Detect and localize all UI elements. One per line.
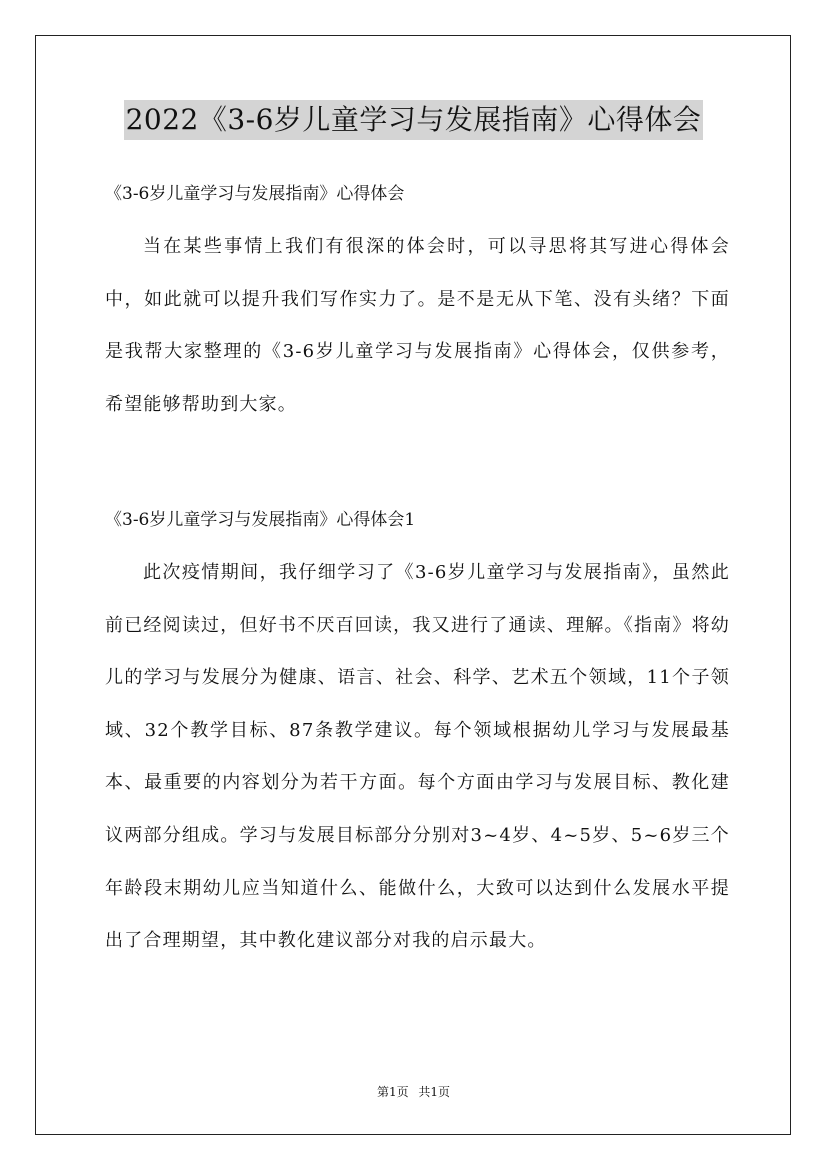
document-subtitle: 《3-6岁儿童学习与发展指南》心得体会 [105,184,405,204]
section-heading: 《3-6岁儿童学习与发展指南》心得体会1 [105,510,416,530]
title-wrapper [0,100,827,140]
page-number: 第1页 [376,1085,409,1099]
page-footer [0,1084,827,1100]
total-pages: 共1页 [418,1085,451,1099]
document-title: 2022《3-6岁儿童学习与发展指南》心得体会 [124,100,704,140]
intro-paragraph: 当在某些事情上我们有很深的体会时，可以寻思将其写进心得体会中，如此就可以提升我们写作实力了。是不是无从下笔、没有头绪？下面是我帮大家整理的《3-6岁儿童学习与发展指南》心得体会，仅供参考，希望能够帮助到大家。 [105,236,730,415]
section-paragraph: 此次疫情期间，我仔细学习了《3-6岁儿童学习与发展指南》，虽然此前已经阅读过，但好书不厌百回读，我又进行了通读、理解。《指南》将幼儿的学习与发展分为健康、语言、社会、科学、艺术五个领域，11个子领域、32个教学目标、87条教学建议。每个领域根据幼儿学习与发展最基本、最重要的内容划分为若干方面。每个方面由学习与发展目标、教化建议两部分组成。学习与发展目标部分分别对3~4岁、4~5岁、5~6岁三个年龄段末期幼儿应当知道什么、能做什么，大致可以达到什么发展水平提出了合理期望，其中教化建议部分对我的启示最大。 [105,562,730,952]
